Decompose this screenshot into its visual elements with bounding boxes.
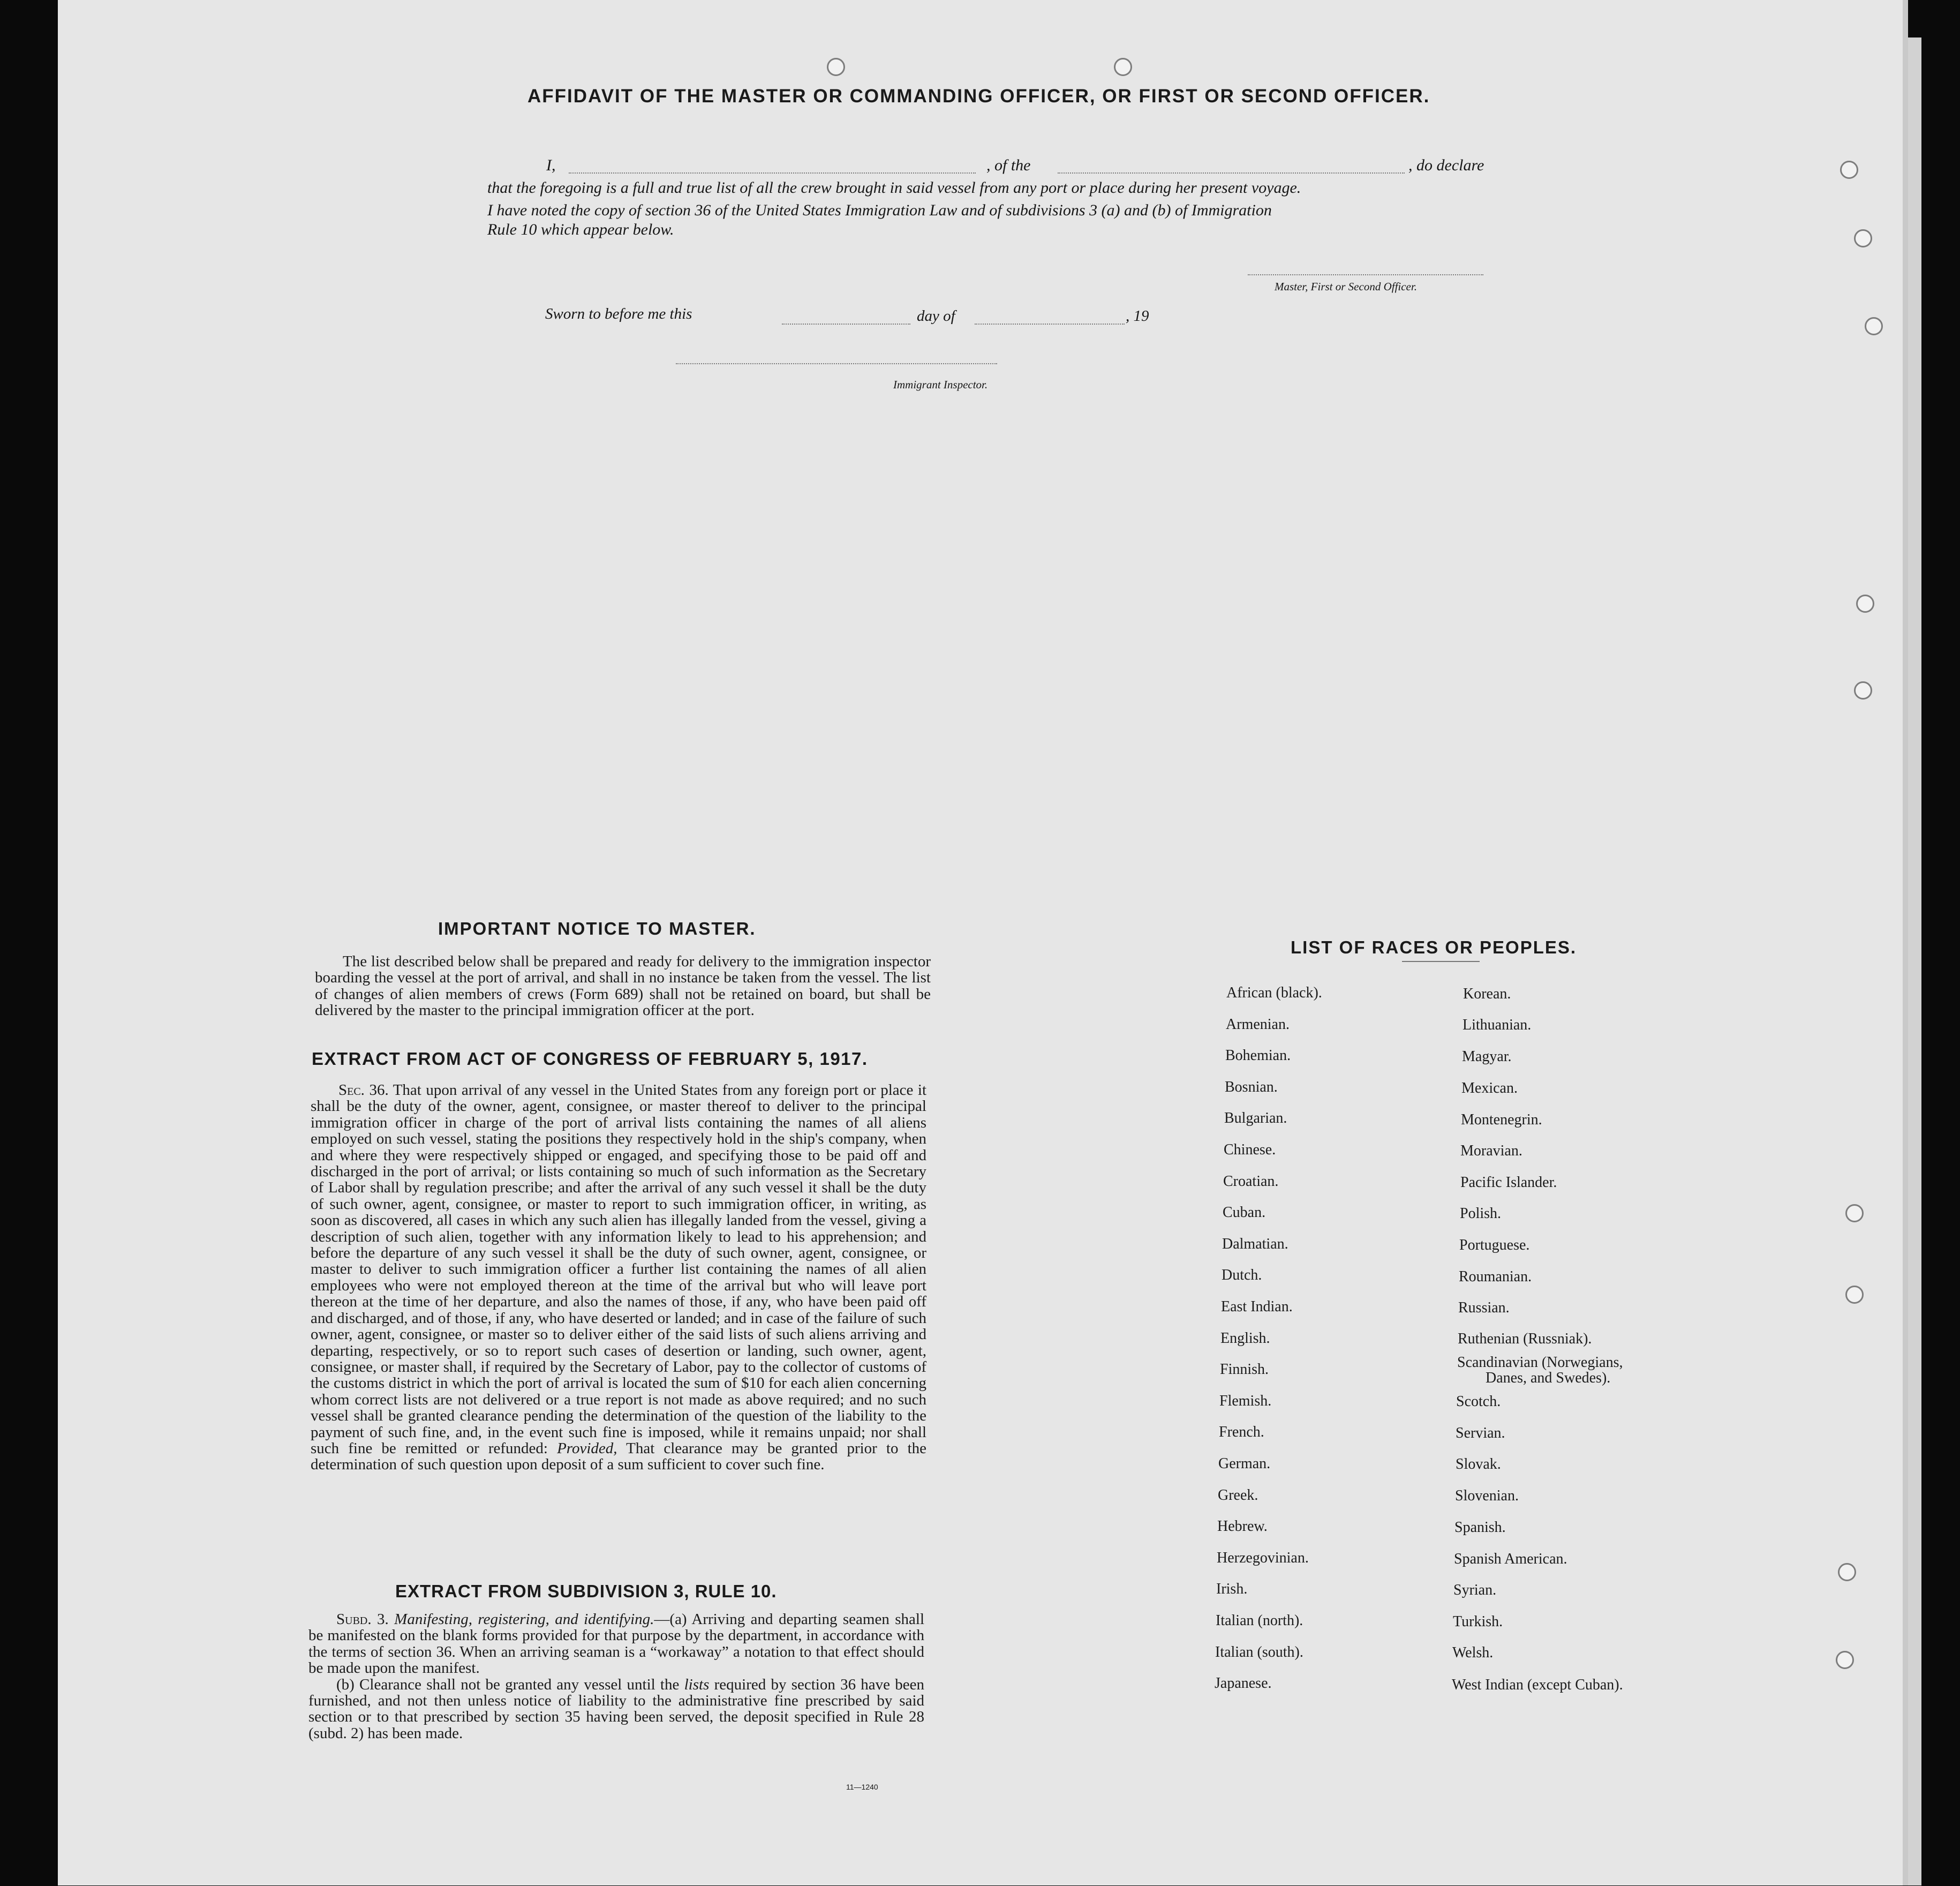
binder-hole	[1838, 1563, 1856, 1581]
race-item-left: Japanese.	[1215, 1675, 1272, 1692]
rule-extract-title: EXTRACT FROM SUBDIVISION 3, RULE 10.	[395, 1581, 777, 1601]
binder-hole	[1865, 317, 1883, 335]
notice-title: IMPORTANT NOTICE TO MASTER.	[438, 919, 756, 938]
race-item-left: Bohemian.	[1225, 1047, 1291, 1064]
binder-hole	[827, 58, 845, 76]
signature-label: Master, First or Second Officer.	[1275, 280, 1417, 293]
race-item-left: Dalmatian.	[1222, 1235, 1288, 1252]
binder-hole	[1114, 58, 1132, 76]
race-item-right: Korean.	[1463, 986, 1511, 1002]
affidavit-line-4: Rule 10 which appear below.	[487, 221, 674, 238]
act-extract-block	[311, 1082, 926, 1473]
subdivision-label: Subd. 3.	[336, 1611, 389, 1628]
race-item-right: Lithuanian.	[1463, 1017, 1532, 1033]
notice-text-block	[315, 953, 931, 1019]
binder-hole	[1856, 595, 1874, 613]
race-item-left: Bulgarian.	[1224, 1110, 1287, 1127]
race-item-right: Syrian.	[1453, 1582, 1497, 1598]
race-item-left: Italian (south).	[1215, 1643, 1303, 1660]
race-item-right: Danes, and Swedes).	[1486, 1370, 1611, 1386]
race-item-left: Finnish.	[1220, 1361, 1269, 1378]
document-page	[58, 0, 1908, 1885]
race-item-left: Cuban.	[1223, 1204, 1266, 1221]
race-item-right: Turkish.	[1453, 1613, 1503, 1630]
race-item-left: Croatian.	[1223, 1173, 1279, 1190]
form-number: 11—1240	[846, 1783, 878, 1791]
act-extract-text: That upon arrival of any vessel in the United States from any foreign port or place it shall be the duty of the owner, agent, consignee, or master thereof to deliver to the principal immigration officer in charge of the port of arrival lists containing the names of all aliens employed on such vessel, stating the positions they respectively hold in the ship's company, when and where they were respectively shipped or engaged, and specifying those to be paid off and discharged in the port of arrival; or lists containing so much of such information as the Secretary of Labor shall by regulation prescribe; and after the arrival of any such vessel it shall be the duty of such owner, agent, consignee, or master to report to such immigration officer, in writing, as soon as discovered, all cases in which any such alien has illegally landed from the vessel, giving a description of such alien, together with any information likely to lead to his apprehension; and before the departure of any such vessel it shall be the duty of such owner, agent, consignee, or master to deliver to such immigration officer a further list containing the names of all alien employees who were not employed thereon at the time of the arrival but who will leave port thereon at the time of her departure, and also the names of those, if any, who have been paid off and discharged, and of those, if any, who have deserted or landed; and in case of the failure of such owner, agent, consignee, or master so to deliver either of the said lists of such aliens arriving and departing, respectively, or so to report such cases of desertion or landing, such owner, agent, consignee, or master shall, if required by the Secretary of Labor, pay to the collector of customs of the customs district in which the port of arrival is located the sum of $10 for each alien concerning whom correct lists are not delivered or a true report is not made as above required; and no such vessel shall be granted clearance pending the determination of the question of the liability to the payment of such fine, and, in the event such fine is imposed, while it remains unpaid; nor shall such fine be remitted or refunded:	[311, 1081, 926, 1457]
race-item-left: Greek.	[1218, 1486, 1258, 1504]
race-item-left: French.	[1219, 1424, 1264, 1441]
race-item-left: Chinese.	[1224, 1141, 1276, 1158]
act-extract-text-end: That clearance may be granted prior to the determination of such question upon deposit of a sum sufficient to cover such fine.	[311, 1439, 926, 1474]
affidavit-i-label: I,	[546, 156, 556, 174]
race-item-right: Magyar.	[1462, 1048, 1512, 1065]
binder-hole	[1854, 229, 1872, 247]
race-item-right: Welsh.	[1452, 1644, 1494, 1661]
race-item-right: Slovak.	[1456, 1456, 1501, 1472]
race-item-left: Italian (north).	[1216, 1612, 1303, 1629]
rule-para-b-start: (b) Clearance shall not be granted any vessel until the	[336, 1675, 680, 1693]
year-label: , 19	[1126, 307, 1149, 325]
race-item-right: Portuguese.	[1459, 1237, 1530, 1253]
binder-hole	[1840, 161, 1858, 179]
race-item-right: Servian.	[1456, 1425, 1505, 1441]
race-item-left: Herzegovinian.	[1217, 1549, 1309, 1566]
act-extract-title: EXTRACT FROM ACT OF CONGRESS OF FEBRUARY 5, 1917.	[312, 1049, 868, 1069]
affidavit-line-3: I have noted the copy of section 36 of the United States Immigration Law and of subdivisions 3 (a) and (b) of Immigration	[487, 201, 1272, 219]
race-item-left: African (black).	[1226, 985, 1322, 1001]
race-item-right: Pacific Islander.	[1460, 1174, 1557, 1191]
races-title: LIST OF RACES OR PEOPLES.	[1291, 937, 1577, 957]
race-item-left: East Indian.	[1221, 1298, 1293, 1315]
rule-extract-block	[308, 1611, 924, 1741]
binder-hole	[1845, 1204, 1864, 1222]
rule-para-b-lists: lists	[684, 1675, 710, 1693]
race-item-left: German.	[1218, 1455, 1271, 1472]
inspector-label: Immigrant Inspector.	[893, 378, 988, 391]
month-blank	[975, 324, 1125, 325]
race-item-right: Scotch.	[1456, 1393, 1501, 1410]
race-item-right: Scandinavian (Norwegians,	[1457, 1354, 1623, 1371]
races-title-underline	[1402, 961, 1480, 962]
binder-hole	[1836, 1651, 1854, 1669]
affidavit-declare-label: , do declare	[1408, 156, 1484, 174]
affidavit-of-the-label: , of the	[986, 156, 1031, 174]
race-item-right: Russian.	[1458, 1299, 1510, 1316]
race-item-left: English.	[1220, 1329, 1270, 1347]
race-item-left: Dutch.	[1222, 1267, 1262, 1284]
notice-text: The list described below shall be prepared and ready for delivery to the immigration inspector boarding the vessel at the port of arrival, and shall in no instance be taken from the vessel. The list of changes of alien members of crews (Form 689) shall not be retained on board, but shall be delivered by the master to the principal immigration officer at the port.	[315, 953, 931, 1019]
race-item-right: West Indian (except Cuban).	[1452, 1677, 1623, 1693]
sworn-text: Sworn to before me this	[545, 305, 692, 322]
affidavit-title: AFFIDAVIT OF THE MASTER OR COMMANDING OFFICER, OR FIRST OR SECOND OFFICER.	[527, 86, 1430, 107]
vessel-blank	[1058, 172, 1405, 174]
inspector-blank	[676, 363, 997, 364]
race-item-right: Mexican.	[1461, 1080, 1518, 1096]
binder-hole	[1845, 1286, 1864, 1304]
section-label: Sec. 36.	[338, 1081, 389, 1099]
rule-para-b-end: required by section 36 have been furnished, and not then unless notice of liability to the administrative fine prescribed by said section or to that prescribed by section 35 having been served, the deposit specified in Rule 28 (subd. 2) has been made.	[308, 1675, 925, 1742]
race-item-right: Montenegrin.	[1461, 1111, 1542, 1128]
race-item-right: Polish.	[1460, 1205, 1502, 1222]
rule-para-a: —(a) Arriving and departing seamen shall be manifested on the blank forms provided for that purpose by the department, in accordance with the terms of section 36. When an arriving seaman is a “workaway” a notation to that effect should be made upon the manifest.	[308, 1611, 924, 1677]
race-item-right: Ruthenian (Russniak).	[1458, 1331, 1592, 1347]
race-item-left: Flemish.	[1219, 1392, 1272, 1409]
race-item-right: Spanish American.	[1454, 1551, 1567, 1567]
subdivision-heading: Manifesting, registering, and identifying.	[394, 1611, 654, 1628]
provided-label: Provided,	[557, 1439, 617, 1457]
day-of-label: day of	[917, 307, 955, 325]
race-item-right: Spanish.	[1454, 1519, 1506, 1536]
race-item-left: Hebrew.	[1217, 1518, 1268, 1535]
name-blank	[569, 172, 976, 174]
race-item-left: Irish.	[1216, 1581, 1248, 1598]
day-blank	[782, 324, 910, 325]
race-item-right: Roumanian.	[1459, 1268, 1532, 1285]
affidavit-line-2: that the foregoing is a full and true list of all the crew brought in said vessel from any port or place during her present voyage.	[487, 179, 1301, 197]
race-item-left: Armenian.	[1226, 1016, 1290, 1033]
signature-blank	[1248, 274, 1483, 275]
binder-hole	[1854, 681, 1872, 700]
race-item-left: Bosnian.	[1225, 1078, 1278, 1095]
race-item-right: Moravian.	[1460, 1143, 1522, 1159]
race-item-right: Slovenian.	[1455, 1487, 1519, 1504]
